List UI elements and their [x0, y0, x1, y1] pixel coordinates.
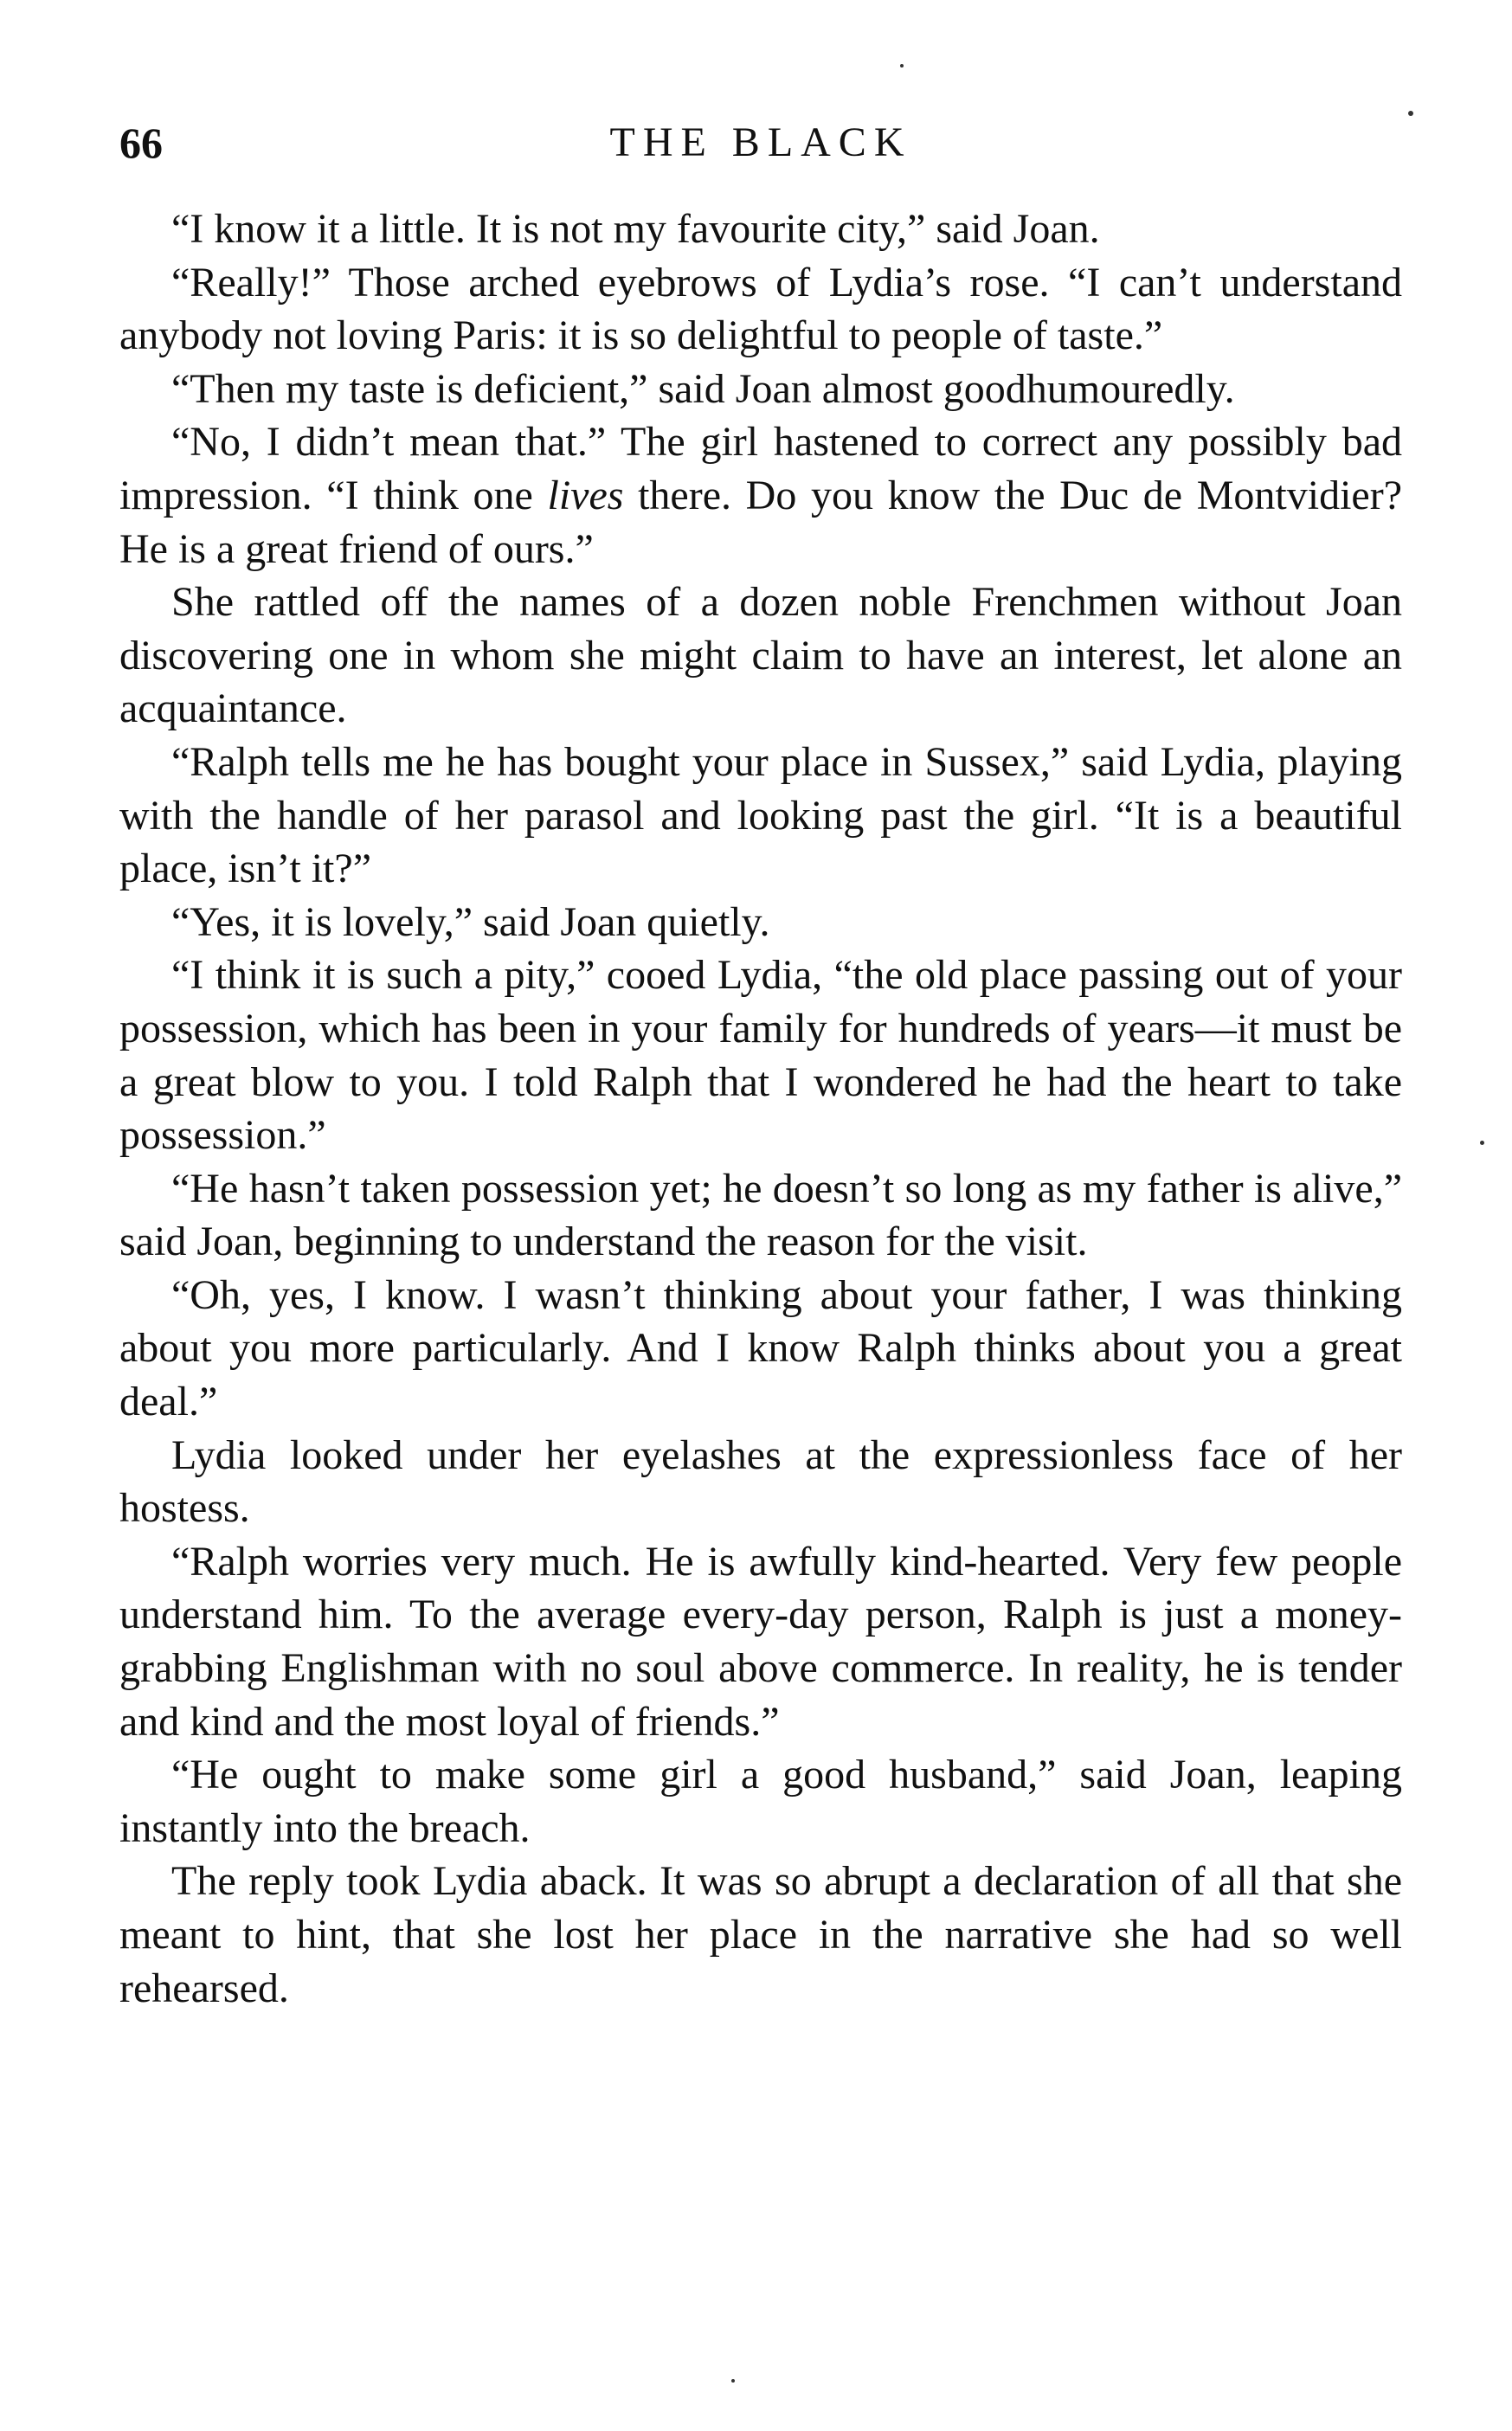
paragraph: “Ralph worries very much. He is awfully kind-hearted. Very few people understand him. To the average every-day person, Ralph is just a money-grabbing Englishman with no soul above commerce. In reality, he is tender and kind and the most loyal of friends.” [119, 1538, 1402, 1745]
scan-speck [1408, 111, 1413, 116]
paragraph [119, 415, 1402, 576]
paragraph-text: there. Do you know the Duc de Montvidier? He is a great friend of ours.” [119, 472, 1403, 572]
page-number: 66 [119, 119, 163, 167]
paragraph: “He hasn’t taken possession yet; he doesn’t so long as my father is alive,” said Joan, beginning to understand the reason for the visit. [119, 1165, 1402, 1265]
italic-emphasis: lives [547, 472, 624, 518]
page-header [119, 113, 1402, 173]
paragraph: “Really!” Those arched eyebrows of Lydia’s rose. “I can’t understand anybody not loving Paris: it is so delightful to people of taste.” [119, 259, 1402, 359]
paragraph: “He ought to make some girl a good husband,” said Joan, leaping instantly into the breach. [119, 1752, 1402, 1851]
paragraph: She rattled off the names of a dozen noble Frenchmen without Joan discovering one in whom she might claim to have an interest, let alone an acquaintance. [119, 579, 1402, 732]
paragraph: “I know it a little. It is not my favourite city,” said Joan. [171, 206, 1100, 252]
running-title: THE BLACK [609, 119, 912, 165]
paragraph: “Then my taste is deficient,” said Joan almost goodhumouredly. [171, 365, 1235, 412]
paragraph: “Ralph tells me he has bought your place in Sussex,” said Lydia, playing with the handle of her parasol and looking past the girl. “It is a beautiful place, isn’t it?” [119, 738, 1402, 892]
paragraph: “Oh, yes, I know. I wasn’t thinking about your father, I was thinking about you more particularly. And I know Ralph thinks about you a great deal.” [119, 1271, 1402, 1425]
paragraph: Lydia looked under her eyelashes at the expressionless face of her hostess. [119, 1431, 1402, 1532]
paragraph-text: “No, I didn’t mean that.” The girl hastened to correct any possibly bad impression. “I think one [119, 419, 1402, 518]
body-text [119, 203, 1402, 2015]
paragraph: The reply took Lydia aback. It was so abrupt a declaration of all that she meant to hint, that she lost her place in the narrative she had so well rehearsed. [119, 1858, 1402, 2011]
paragraph: “I think it is such a pity,” cooed Lydia, “the old place passing out of your possession, which has been in your family for hundreds of years—it must be a great blow to you. I told Ralph that I wondered he had the heart to take possession.” [119, 952, 1402, 1159]
scan-speck [731, 2379, 735, 2383]
scan-speck [900, 64, 904, 68]
paragraph: “Yes, it is lovely,” said Joan quietly. [171, 898, 770, 945]
scan-speck [1480, 1141, 1484, 1145]
